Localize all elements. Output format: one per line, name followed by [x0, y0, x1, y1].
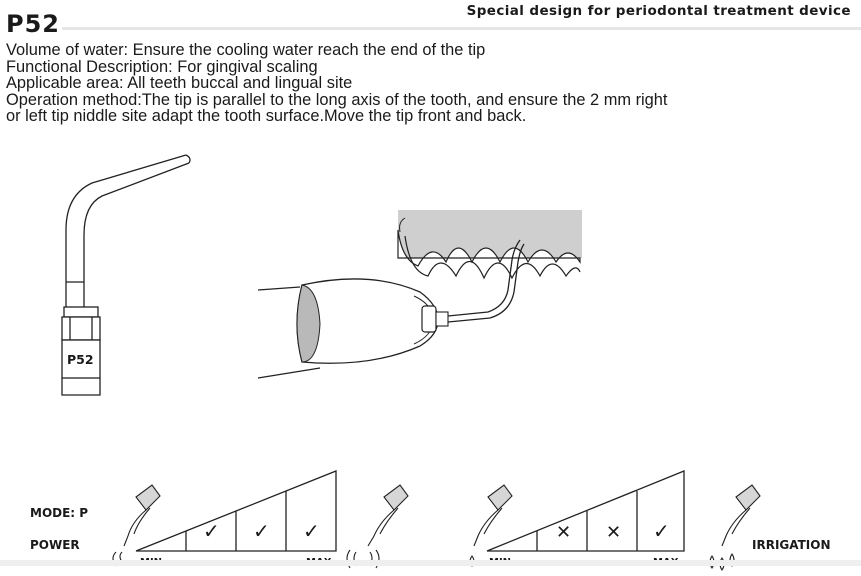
tip-model-label: P52 [67, 352, 94, 367]
irrigation-level-4-mark: ✓ [653, 519, 670, 543]
irrigation-label: IRRIGATION [752, 538, 831, 552]
power-label: POWER [30, 538, 80, 552]
handpiece-max-power-icon [347, 485, 408, 568]
power-level-2-mark: ✓ [203, 519, 220, 543]
handpiece-min-power-icon [113, 485, 160, 566]
description-line: or left tip niddle site adapt the tooth surface.Move the tip front and back. [6, 107, 527, 125]
mode-label: MODE: P [30, 506, 89, 520]
description-line: Applicable area: All teeth buccal and lingual site [6, 74, 353, 92]
handpiece-teeth-illustration [258, 210, 582, 378]
page-title: P52 [6, 10, 60, 38]
footer-bar [0, 560, 861, 566]
irrigation-level-2-mark: ✕ [556, 522, 572, 543]
power-level-3-mark: ✓ [253, 519, 270, 543]
description-line: Functional Description: For gingival scaling [6, 57, 318, 76]
handpiece-min-irrigation-icon [470, 485, 512, 566]
irrigation-level-3-mark: ✕ [606, 522, 622, 543]
description-line: Operation method:The tip is parallel to the long axis of the tooth, and ensure the 2 mm right [6, 90, 668, 109]
power-level-4-mark: ✓ [303, 519, 320, 543]
handpiece-max-irrigation-icon [710, 485, 760, 570]
description-line: Volume of water: Ensure the cooling water reach the end of the tip [6, 41, 486, 59]
page-subtitle: Special design for periodontal treatment device [466, 3, 851, 19]
